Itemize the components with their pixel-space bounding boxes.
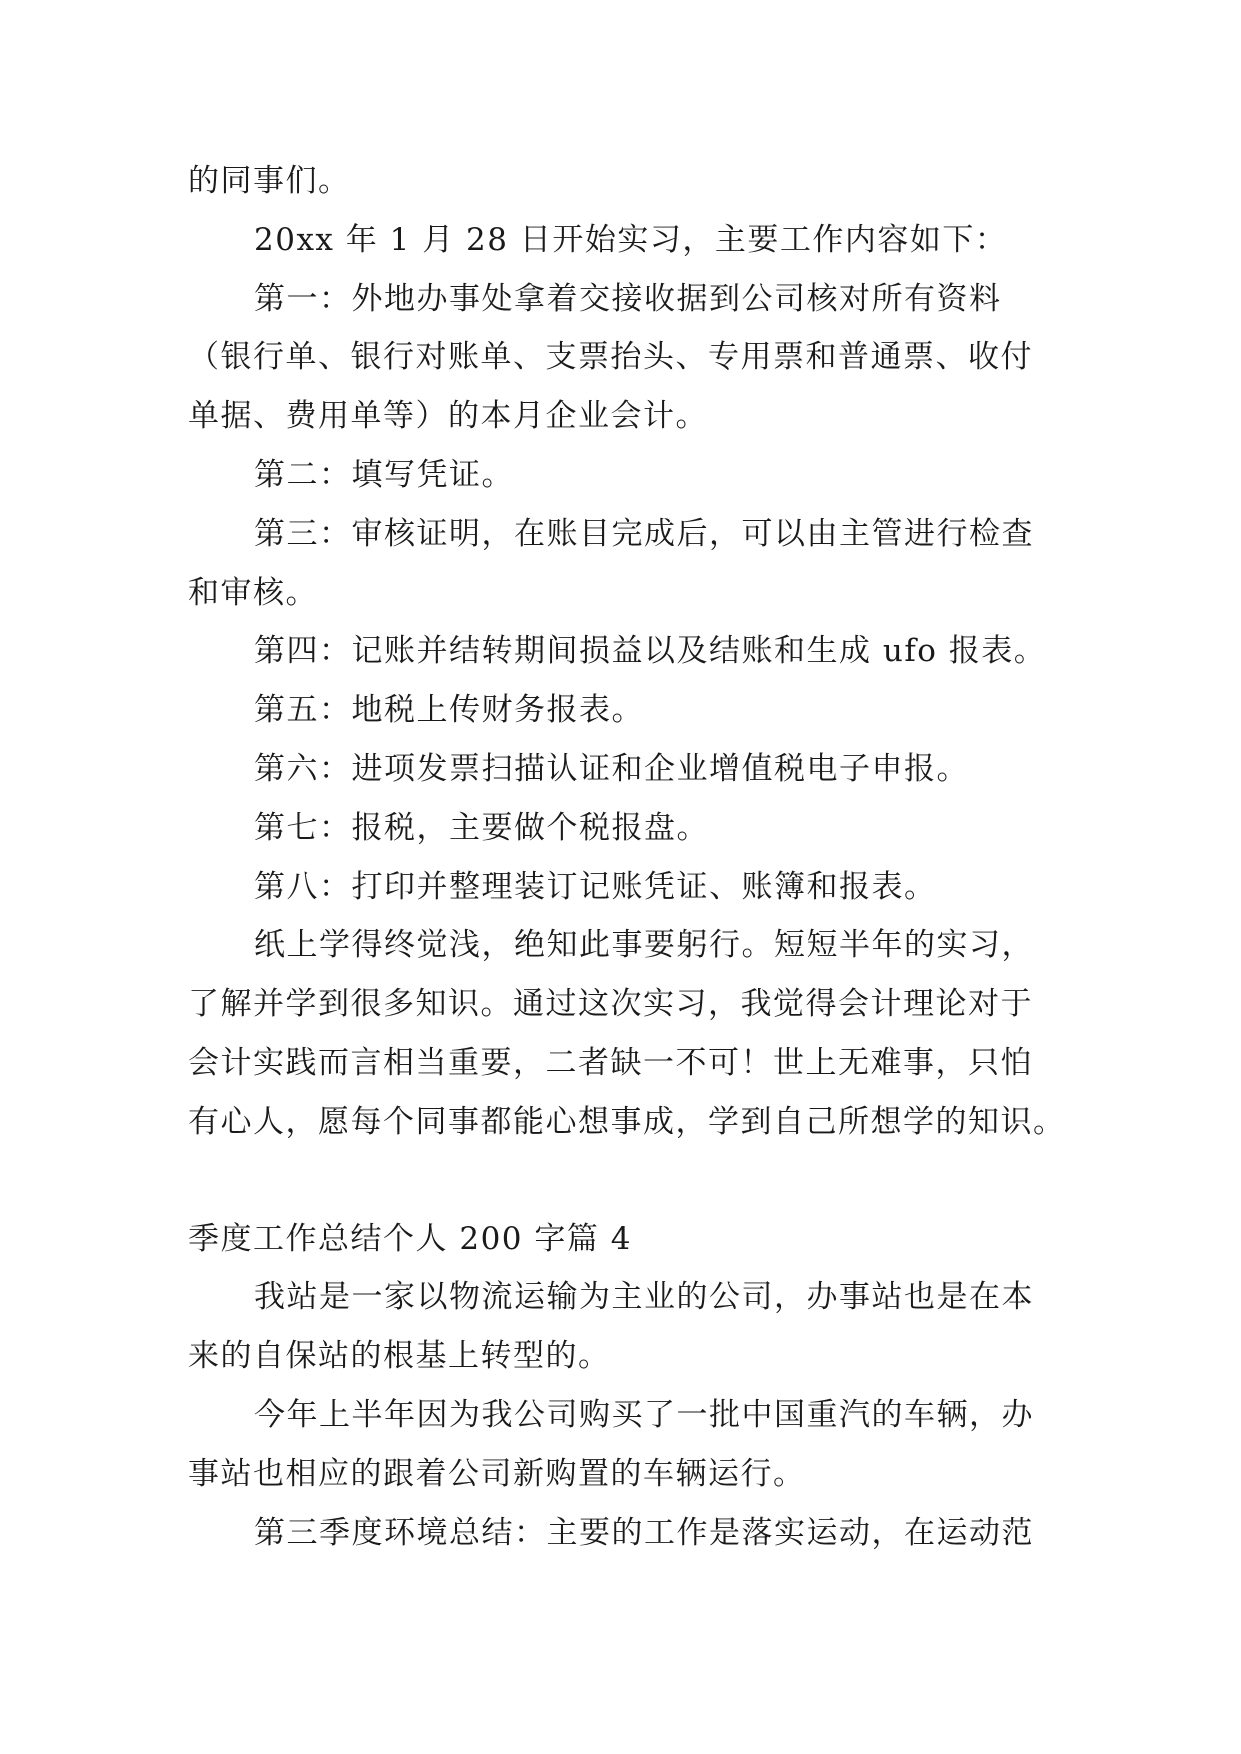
document-body: [188, 152, 1068, 1562]
text-line: 第二：填写凭证。: [254, 456, 514, 493]
text-line: 了解并学到很多知识。通过这次实习，我觉得会计理论对于: [188, 986, 1033, 1023]
text-line: 第六：进项发票扫描认证和企业增值税电子申报。: [254, 750, 969, 787]
text-line: 单据、费用单等）的本月企业会计。: [188, 398, 708, 435]
text-line: 有心人，愿每个同事都能心想事成，学到自己所想学的知识。: [188, 1103, 1066, 1140]
text-line: 第七：报税，主要做个税报盘。: [254, 809, 709, 846]
text-line: 第三：审核证明，在账目完成后，可以由主管进行检查: [254, 515, 1034, 552]
text-line: （银行单、银行对账单、支票抬头、专用票和普通票、收付: [188, 339, 1033, 376]
text-line: 的同事们。: [188, 163, 351, 199]
text-line: 第三季度环境总结：主要的工作是落实运动，在运动范: [254, 1514, 1034, 1551]
section-gap: [188, 1152, 1068, 1210]
text-line: 第八：打印并整理装订记账凭证、账簿和报表。: [254, 868, 937, 905]
text-line: 今年上半年因为我公司购买了一批中国重汽的车辆，办: [254, 1396, 1034, 1433]
text-line: 第一：外地办事处拿着交接收据到公司核对所有资料: [254, 280, 1002, 317]
text-line: 纸上学得终觉浅，绝知此事要躬行。短短半年的实习，: [254, 927, 1034, 964]
text-line: 我站是一家以物流运输为主业的公司，办事站也是在本: [254, 1279, 1034, 1316]
text-line: 和审核。: [188, 574, 318, 611]
text-line: 第五：地税上传财务报表。: [254, 692, 644, 729]
text-line: 来的自保站的根基上转型的。: [188, 1338, 611, 1375]
section-heading: 季度工作总结个人 200 字篇 4: [188, 1220, 632, 1257]
text-line: 事站也相应的跟着公司新购置的车辆运行。: [188, 1455, 806, 1492]
text-line: 20xx 年 1 月 28 日开始实习，主要工作内容如下：: [254, 221, 1008, 258]
text-line: 会计实践而言相当重要，二者缺一不可！世上无难事，只怕: [188, 1044, 1033, 1081]
text-line: 第四：记账并结转期间损益以及结账和生成 ufo 报表。: [254, 633, 1047, 670]
